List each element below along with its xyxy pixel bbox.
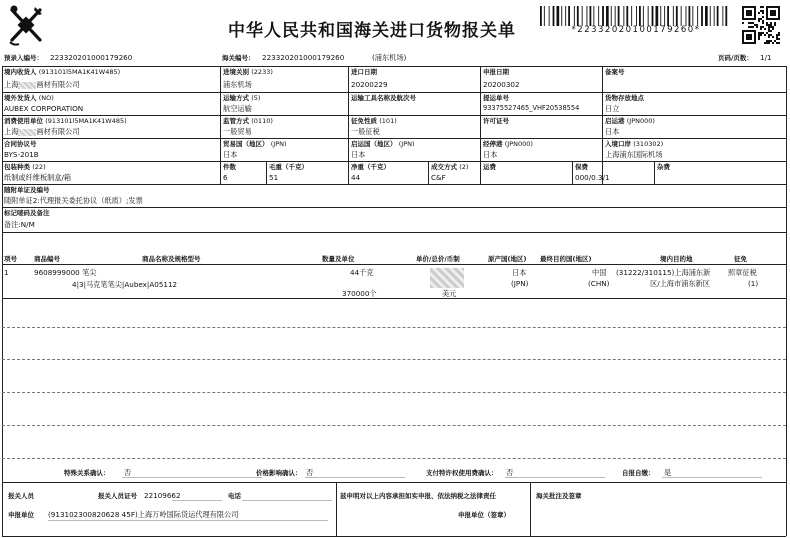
currency: 美元 bbox=[442, 289, 457, 298]
declarant-cert-label: 报关人员证号 bbox=[98, 492, 137, 500]
col-price: 单价/总价/币制 bbox=[416, 255, 460, 263]
price-effect-label: 价格影响确认： bbox=[256, 469, 302, 477]
declare-date-label: 申报日期 bbox=[483, 68, 509, 76]
consignor-value: AUBEX CORPORATION bbox=[4, 104, 84, 113]
trade-country-value: 日本 bbox=[223, 150, 238, 159]
misc-fee-label: 杂费 bbox=[657, 163, 670, 171]
levy-code: (1) bbox=[748, 279, 759, 288]
storage-place-label: 货物存放地点 bbox=[605, 94, 644, 102]
consignee-label: 境内收货人 (913101l5MA1K41W485) bbox=[4, 68, 121, 76]
license-no-label: 许可证号 bbox=[483, 117, 509, 125]
col-origin: 原产国(地区) bbox=[488, 255, 527, 263]
agent-seal-label: 申报单位（签章） bbox=[458, 511, 510, 519]
package-type-label: 包装种类 (22) bbox=[4, 163, 46, 171]
hs-code: 9608999000 笔尖 bbox=[34, 268, 97, 277]
col-hs-code: 商品编号 bbox=[34, 255, 60, 263]
col-quantity: 数量及单位 bbox=[322, 255, 355, 263]
domestic-dest: (31222/310115)上海浦东新 bbox=[616, 268, 711, 277]
customs-place: (浦东机场) bbox=[372, 53, 407, 62]
transport-mode-value: 航空运输 bbox=[223, 104, 252, 113]
import-date-value: 20200229 bbox=[351, 80, 388, 89]
special-relation-label: 特殊关系确认： bbox=[64, 469, 110, 477]
domestic-dest-2: 区/上海市浦东新区 bbox=[650, 279, 710, 288]
goods-spec: 4|3|马克笔笔尖|Aubex|A05112 bbox=[72, 280, 178, 289]
trade-country-label: 贸易国（地区） (JPN) bbox=[223, 140, 287, 148]
departure-port-label: 启运港 (JPN000) bbox=[605, 117, 655, 125]
import-date-label: 进口日期 bbox=[351, 68, 377, 76]
deal-mode-value: C&F bbox=[431, 173, 446, 182]
supervision-label: 监管方式 (0110) bbox=[223, 117, 273, 125]
bill-no-value: 93375527465_VHF20538554 bbox=[483, 104, 580, 112]
levy: 照章征税 bbox=[728, 268, 757, 277]
declare-date-value: 20200302 bbox=[483, 80, 520, 89]
pre-entry-label: 预录入编号： bbox=[4, 54, 43, 62]
pre-entry-value: 223320201000179260 bbox=[50, 53, 133, 62]
net-weight-value: 44 bbox=[351, 173, 361, 182]
origin-country: 日本 bbox=[512, 268, 527, 277]
declarant-cert-value: 22109662 bbox=[144, 491, 181, 500]
consignor-label: 境外发货人 (NO) bbox=[4, 94, 54, 102]
col-name-spec: 商品名称及规格型号 bbox=[142, 255, 201, 263]
customs-no-value: 223320201000179260 bbox=[262, 53, 345, 62]
price-effect-value: 否 bbox=[306, 468, 314, 477]
origin-country-label: 启运国（地区） (JPN) bbox=[351, 140, 415, 148]
transport-mode-label: 运输方式 (5) bbox=[223, 94, 261, 102]
exemption-label: 征免性质 (101) bbox=[351, 117, 397, 125]
exemption-value: 一般征税 bbox=[351, 127, 380, 136]
qr-code bbox=[742, 6, 780, 44]
pieces-value: 6 bbox=[223, 173, 228, 182]
royalty-value: 否 bbox=[506, 468, 514, 477]
storage-place-value: 日立 bbox=[605, 104, 620, 113]
col-item-no: 项号 bbox=[4, 255, 17, 263]
self-pay-label: 自报自缴： bbox=[622, 469, 655, 477]
origin-code: (JPN) bbox=[511, 279, 529, 288]
record-no-label: 备案号 bbox=[605, 68, 625, 76]
departure-port-value: 日本 bbox=[605, 127, 620, 136]
consumer-value: 上海 画材有限公司 bbox=[4, 127, 80, 136]
special-relation-value: 否 bbox=[124, 468, 132, 477]
consumer-label: 消费使用单位 (913101l5MA1K41W485) bbox=[4, 117, 127, 125]
contract-no-label: 合同协议号 bbox=[4, 140, 37, 148]
quantity-pcs: 370000个 bbox=[342, 289, 377, 298]
declaration-statement: 兹申明对以上内容承担如实申报、依法纳税之法律责任 bbox=[340, 492, 496, 500]
item-no: 1 bbox=[4, 268, 9, 277]
entry-customs-label: 进境关别 (2233) bbox=[223, 68, 273, 76]
stop-port-label: 经停港 (JPN000) bbox=[483, 140, 533, 148]
gross-weight-label: 毛重（千克） bbox=[269, 163, 308, 171]
gross-weight-value: 51 bbox=[269, 173, 279, 182]
price-masked bbox=[430, 268, 464, 288]
supervision-value: 一般贸易 bbox=[223, 127, 252, 136]
insurance-value: 000/0.3/1 bbox=[575, 173, 610, 182]
royalty-label: 支付特许权使用费确认： bbox=[426, 469, 498, 477]
page-value: 1/1 bbox=[760, 53, 772, 62]
net-weight-label: 净重（千克） bbox=[351, 163, 390, 171]
stop-port-value: 日本 bbox=[483, 150, 498, 159]
customs-note-label: 海关批注及签章 bbox=[536, 492, 582, 500]
insurance-label: 保费 bbox=[575, 163, 588, 171]
attached-docs-label: 随附单证及编号 bbox=[4, 186, 50, 194]
origin-country-value: 日本 bbox=[351, 150, 366, 159]
dest-country: 中国 bbox=[592, 268, 607, 277]
entry-port-value: 上海浦东国际机场 bbox=[605, 150, 663, 159]
dest-code: (CHN) bbox=[588, 279, 610, 288]
form-title: 中华人民共和国海关进口货物报关单 bbox=[228, 21, 516, 41]
self-pay-value: 是 bbox=[664, 468, 672, 477]
customs-no-label: 海关编号： bbox=[222, 54, 255, 62]
attached-docs-value: 随附单证2:代理报关委托协议（纸质）;发票 bbox=[4, 196, 143, 205]
entry-port-label: 入境口岸 (310302) bbox=[605, 140, 664, 148]
page-label: 页码/页数： bbox=[718, 54, 753, 62]
freight-label: 运费 bbox=[483, 163, 496, 171]
remarks-label: 标记唛码及备注 bbox=[4, 209, 50, 217]
col-domestic-dest: 境内目的地 bbox=[660, 255, 693, 263]
col-dest-country: 最终目的国(地区) bbox=[540, 255, 592, 263]
consignee-value: 上海 画材有限公司 bbox=[4, 80, 80, 89]
deal-mode-label: 成交方式 (2) bbox=[431, 163, 469, 171]
quantity-kg: 44千克 bbox=[350, 268, 374, 277]
agent-value: (913102300820628 45F)上海万岭国际货运代理有限公司 bbox=[48, 510, 239, 519]
entry-customs-value: 浦东机场 bbox=[223, 80, 252, 89]
transport-tool-label: 运输工具名称及航次号 bbox=[351, 94, 416, 102]
remarks-value: 备注:N/M bbox=[4, 220, 35, 229]
bill-no-label: 提运单号 bbox=[483, 94, 509, 102]
col-levy: 征免 bbox=[734, 255, 747, 263]
customs-emblem-icon bbox=[6, 4, 46, 48]
contract-no-value: BYS-201B bbox=[4, 150, 39, 159]
phone-label: 电话 bbox=[228, 492, 241, 500]
package-type-value: 纸制或纤维板制盒/箱 bbox=[4, 173, 72, 182]
declarant-label: 报关人员 bbox=[8, 492, 34, 500]
barcode-text: *22332020100179260* bbox=[571, 25, 701, 35]
pieces-label: 件数 bbox=[223, 163, 236, 171]
agent-label: 申报单位 bbox=[8, 511, 34, 519]
